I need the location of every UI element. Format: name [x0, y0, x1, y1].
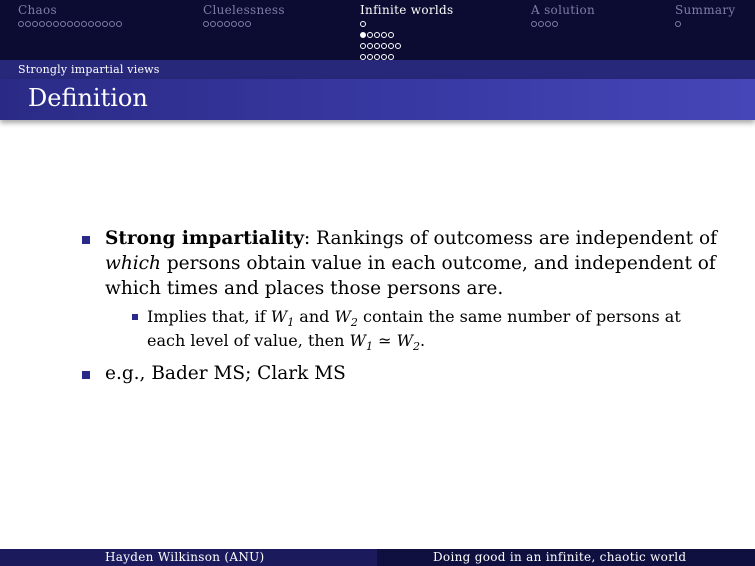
nav-section-title: Summary — [675, 3, 736, 17]
frame-dot-icon[interactable] — [545, 21, 551, 27]
frame-dot-icon[interactable] — [538, 21, 544, 27]
references-text: e.g., Bader MS; Clark MS — [105, 363, 346, 384]
implication-period: . — [420, 331, 426, 350]
footer-author-panel — [0, 549, 377, 566]
nav-dot-row — [675, 19, 735, 28]
slide-body — [82, 226, 722, 390]
nav-frame-dots[interactable] — [360, 19, 453, 61]
math-w2 — [334, 307, 358, 330]
frame-dot-icon[interactable] — [381, 32, 387, 38]
frame-dot-icon[interactable] — [210, 21, 216, 27]
frame-dot-icon[interactable] — [381, 43, 387, 49]
bullet-item-references — [82, 361, 722, 386]
frame-dot-icon[interactable] — [224, 21, 230, 27]
math-subscript: 2 — [350, 316, 358, 330]
frame-dot-icon[interactable] — [238, 21, 244, 27]
nav-section-infinite-worlds[interactable] — [360, 3, 453, 61]
math-w2-result — [396, 331, 421, 354]
frame-dot-icon[interactable] — [395, 43, 401, 49]
frame-dot-icon[interactable] — [67, 21, 73, 27]
sub-bullet-implication — [127, 305, 722, 353]
frame-dot-icon[interactable] — [367, 43, 373, 49]
frame-dot-icon[interactable] — [552, 21, 558, 27]
footer-talk-title: Doing good in an infinite, chaotic world — [433, 550, 687, 564]
subsection-title[interactable]: Strongly impartial views — [18, 63, 160, 76]
math-w: W — [334, 307, 351, 326]
math-w: W — [270, 307, 288, 326]
bullet-item-strong-impartiality — [82, 226, 722, 353]
section-navigation — [0, 0, 755, 60]
current-frame-dot-icon[interactable] — [360, 32, 366, 38]
math-subscript: 1 — [365, 340, 373, 354]
nav-dot-row — [360, 19, 453, 28]
nav-dot-row — [531, 19, 595, 28]
nav-dot-row — [360, 30, 453, 39]
frame-dot-icon[interactable] — [53, 21, 59, 27]
footer-title-panel — [377, 549, 755, 566]
frame-dot-icon[interactable] — [203, 21, 209, 27]
frame-dot-icon[interactable] — [81, 21, 87, 27]
frame-dot-icon[interactable] — [88, 21, 94, 27]
math-subscript: 1 — [287, 316, 295, 330]
frame-title-bar — [0, 79, 755, 120]
implication-text: contain the same number of persons at each level of value, then — [147, 307, 681, 350]
nav-frame-dots[interactable] — [203, 19, 285, 28]
frame-dot-icon[interactable] — [46, 21, 52, 27]
emphasis-which: which — [105, 253, 161, 274]
nav-section-chaos[interactable] — [18, 3, 122, 28]
frame-dot-icon[interactable] — [25, 21, 31, 27]
frame-dot-icon[interactable] — [367, 32, 373, 38]
frame-dot-icon[interactable] — [374, 43, 380, 49]
term-strong-impartiality: Strong impartiality — [105, 228, 305, 249]
frame-dot-icon[interactable] — [675, 21, 681, 27]
frame-dot-icon[interactable] — [102, 21, 108, 27]
square-bullet-icon — [82, 236, 90, 244]
math-w1-result — [349, 331, 373, 354]
frame-dot-icon[interactable] — [217, 21, 223, 27]
frame-dot-icon[interactable] — [32, 21, 38, 27]
implication-text: Implies that, if — [147, 307, 271, 326]
nav-dot-row — [18, 19, 122, 28]
frame-dot-icon[interactable] — [95, 21, 101, 27]
frame-dot-icon[interactable] — [388, 32, 394, 38]
nav-frame-dots[interactable] — [18, 19, 122, 28]
nav-dot-row — [203, 19, 285, 28]
frame-dot-icon[interactable] — [109, 21, 115, 27]
frame-dot-icon[interactable] — [360, 21, 366, 27]
frame-dot-icon[interactable] — [531, 21, 537, 27]
nav-section-title: Cluelessness — [203, 3, 285, 17]
math-equivalence: ≃ — [372, 331, 397, 350]
frame-dot-icon[interactable] — [74, 21, 80, 27]
frame-dot-icon[interactable] — [374, 54, 380, 60]
nav-frame-dots[interactable] — [675, 19, 735, 28]
frame-dot-icon[interactable] — [360, 43, 366, 49]
definition-text-cont: persons obtain value in each outcome, and independent of which times and places those persons are. — [105, 253, 716, 299]
frame-dot-icon[interactable] — [231, 21, 237, 27]
frame-dot-icon[interactable] — [388, 43, 394, 49]
nav-section-a-solution[interactable] — [531, 3, 595, 28]
nav-dot-row — [360, 41, 453, 50]
frame-dot-icon[interactable] — [367, 54, 373, 60]
subsection-bar — [0, 60, 755, 79]
nav-frame-dots[interactable] — [531, 19, 595, 28]
nav-section-summary[interactable] — [675, 3, 735, 28]
footer-author: Hayden Wilkinson (ANU) — [105, 550, 265, 564]
nav-section-title: Infinite worlds — [360, 3, 454, 17]
frame-dot-icon[interactable] — [39, 21, 45, 27]
frame-dot-icon[interactable] — [381, 54, 387, 60]
nav-section-title: A solution — [531, 3, 596, 17]
frame-dot-icon[interactable] — [360, 54, 366, 60]
nav-section-cluelessness[interactable] — [203, 3, 285, 28]
frame-dot-icon[interactable] — [388, 54, 394, 60]
definition-text: : Rankings of outcomess are independent of — [304, 228, 717, 249]
frame-dot-icon[interactable] — [374, 32, 380, 38]
nav-section-title: Chaos — [18, 3, 57, 17]
square-sub-bullet-icon — [132, 314, 138, 320]
frame-dot-icon[interactable] — [245, 21, 251, 27]
frame-dot-icon[interactable] — [116, 21, 122, 27]
implication-text: and — [294, 307, 335, 326]
square-bullet-icon — [82, 371, 90, 379]
math-w: W — [349, 331, 366, 350]
frame-title: Definition — [28, 84, 148, 112]
math-subscript: 2 — [413, 340, 421, 354]
math-w: W — [396, 331, 414, 350]
frame-dot-icon[interactable] — [18, 21, 24, 27]
frame-dot-icon[interactable] — [60, 21, 66, 27]
math-w1 — [270, 307, 295, 330]
